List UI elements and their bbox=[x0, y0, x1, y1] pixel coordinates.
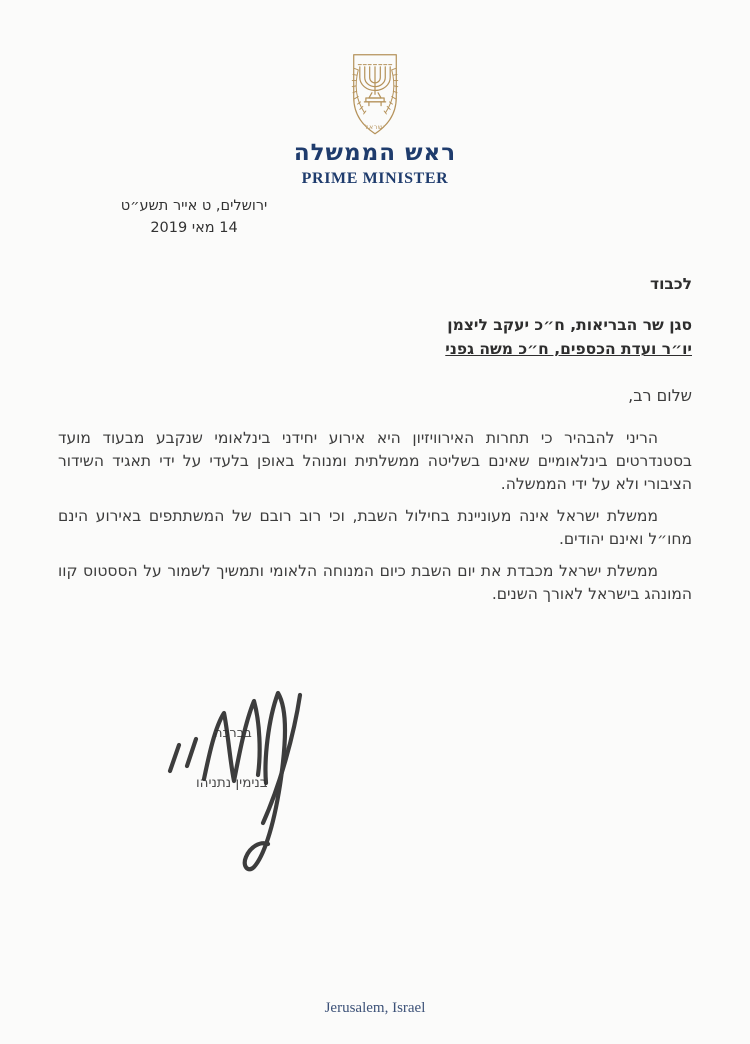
gregorian-date: 14 מאי 2019 bbox=[150, 220, 238, 236]
emblem-caption: ישראל bbox=[364, 124, 386, 132]
office-title-hebrew: ראש הממשלה bbox=[293, 140, 457, 166]
closing-text: בברכה bbox=[214, 726, 252, 741]
body-paragraph-2: ממשלת ישראל אינה מעוניינת בחילול השבת, וכי רוב רובם של המשתתפים באירוע הינם מחו״ל ואינם יהודים. bbox=[58, 507, 692, 548]
footer-location: Jerusalem, Israel bbox=[324, 1000, 426, 1016]
israel-state-emblem-icon bbox=[337, 50, 413, 140]
dateline bbox=[94, 195, 294, 239]
recipient-block bbox=[445, 313, 692, 361]
body-paragraph-3: ממשלת ישראל מכבדת את יום השבת כיום המנוחה הלאומי ותמשיך לשמור על הססטוס קוו המונהג בישראל לאורך השנים. bbox=[58, 562, 692, 603]
office-title-english: PRIME MINISTER bbox=[301, 170, 449, 187]
body-paragraph-1: הריני להבהיר כי תחרות האירוויזיון היא אירוע יחידני בינלאומי שנקבע מבעוד מועד בסטנדרטים בינלאומיים שאינם בשליטה ממשלתית ומנוהל באופן בלעדי על ידי תאגיד השידור הציבורי ולא על ידי הממשלה. bbox=[58, 429, 692, 493]
recipient-line-1: סגן שר הבריאות, ח״כ יעקב ליצמן bbox=[447, 316, 692, 334]
recipient-line-2: יו״ר ועדת הכספים, ח״כ משה גפני bbox=[445, 340, 692, 358]
hebrew-date: ירושלים, ט אייר תשע״ט bbox=[120, 198, 268, 214]
recipient-prefix: לכבוד bbox=[649, 275, 692, 293]
handwritten-signature-icon bbox=[148, 675, 363, 885]
letter-body bbox=[58, 427, 692, 615]
signatory-name: בנימין נתניהו bbox=[196, 775, 268, 791]
greeting: שלום רב, bbox=[628, 386, 692, 405]
